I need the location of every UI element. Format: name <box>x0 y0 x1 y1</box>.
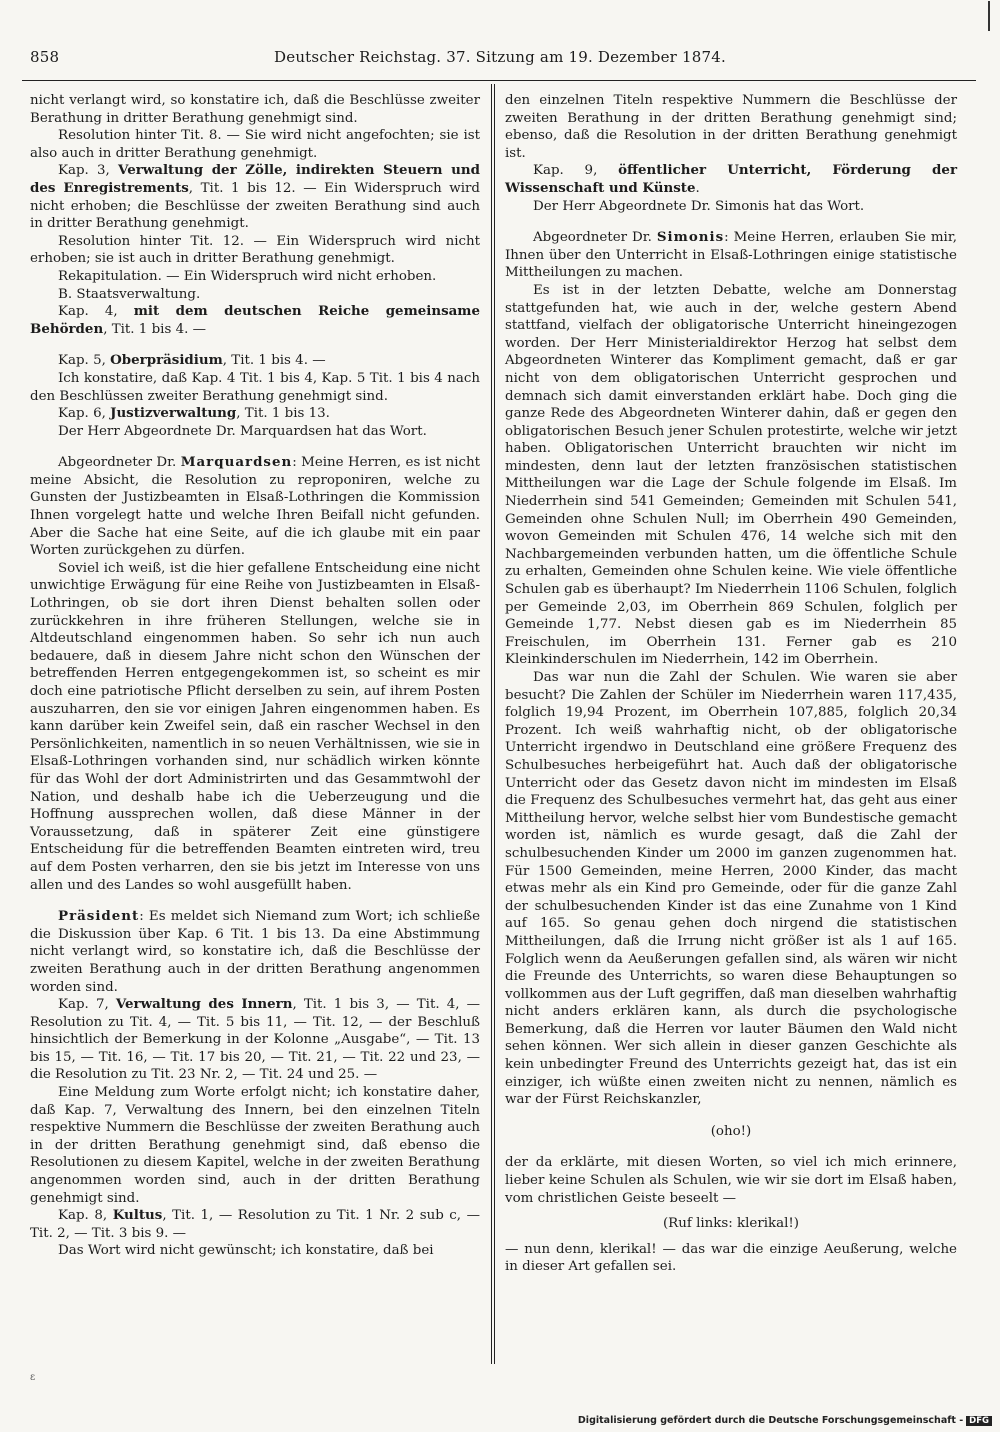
interjection: (oho!) <box>710 1123 752 1139</box>
chapter-heading: öffentlicher Unterricht, Förderung der Wissenschaft und Künste <box>505 162 957 196</box>
paragraph: Der Herr Abgeordnete Dr. Marquardsen hat das Wort. <box>58 423 427 439</box>
paragraph: Kap. 4, mit dem deutschen Reiche gemeinsame Behörden, Tit. 1 bis 4. — <box>30 303 480 337</box>
chapter-heading: Kultus <box>112 1207 163 1224</box>
paragraph: Ich konstatire, daß Kap. 4 Tit. 1 bis 4, Kap. 5 Tit. 1 bis 4 nach den Beschlüssen zweiter Berathung genehmigt sind. <box>30 370 480 404</box>
speaker-name: Präsident <box>58 908 140 925</box>
speaker-name: Marquardsen <box>180 454 293 471</box>
paragraph: Eine Meldung zum Worte erfolgt nicht; ich konstatire daher, daß Kap. 7, Verwaltung des Innern, bei den einzelnen Titeln respektive Nummern die Beschlüsse der zweiten Berathung auch in der dritten Berathung genehmigt sind, daß ebenso die Resolutionen zu diesem Kapitel, welche in der zweiten Berathung angenommen worden sind, auch in der dritten Berathung genehmigt sind. <box>30 1085 480 1206</box>
interjection: (Ruf links: klerikal!) <box>662 1216 800 1232</box>
page-edge <box>988 1 1000 31</box>
page-number: 858 <box>30 48 60 66</box>
speaker-name: Simonis <box>656 229 725 246</box>
paragraph: Kap. 8, Kultus, Tit. 1, — Resolution zu Tit. 1 Nr. 2 sub c, — Tit. 2, — Tit. 3 bis 9. — <box>30 1207 480 1241</box>
paragraph: der da erklärte, mit diesen Worten, so viel ich mich erinnere, lieber keine Schulen als Schulen, wie wir sie dort im Elsaß haben, vom christlichen Geiste beseelt — <box>505 1155 957 1206</box>
paragraph: B. Staatsverwaltung. <box>58 286 201 302</box>
paragraph: Der Herr Abgeordnete Dr. Simonis hat das Wort. <box>533 198 865 214</box>
column-divider <box>494 84 495 1364</box>
chapter-heading: Oberpräsidium <box>110 352 223 369</box>
left-column <box>30 92 480 1260</box>
paragraph: nicht verlangt wird, so konstatire ich, daß die Beschlüsse zweiter Berathung in dritter Berathung genehmigt sind. <box>30 93 480 126</box>
paragraph: Es ist in der letzten Debatte, welche am Donnerstag stattgefunden hat, wie auch in der, welche gestern Abend stattfand, vielfach der obligatorische Unterricht hineingezogen worden. Der Herr Ministerialdirektor Herzog hat selbst dem Abgeordneten Winterer das Kompliment gemacht, daß er gar nicht von dem obligatorischen Unterricht gesprochen und demnach sich damit einverstanden erklärt habe. Doch ging die ganze Rede des Abgeordneten Winterer dahin, daß er gegen den obligatorischen Besuch jener Schulen protestirte, welche wir jetzt haben. Obligatorischen Unterricht brauchten wir nicht im mindesten, denn laut der letzten französischen statistischen Mittheilungen war die Lage der Schule folgende im Elsaß. Im Niederrhein sind 541 Gemeinden; Gemeinden mit Schulen 541, Gemeinden ohne Schulen Null; im Oberrhein 490 Gemeinden, wovon Gemeinden mit Schulen 476, 14 welche sich mit den Nachbargemeinden verbunden hatten, um die öffentliche Schule zu erhalten, Gemeinden ohne Schulen keine. Wie viele öffentliche Schulen gab es überhaupt? Im Niederrhein 1106 Schulen, folglich per Gemeinde 2,03, im Oberrhein 869 Schulen, folglich per Gemeinde 1,77. Nebst diesen gab es im Niederrhein 85 Freischulen, im Oberrhein 131. Ferner gab es 210 Kleinkinderschulen im Niederrhein, 142 im Oberrhein. <box>505 282 957 668</box>
paragraph: Kap. 9, öffentlicher Unterricht, Förderung der Wissenschaft und Künste. <box>505 162 957 196</box>
running-head: Deutscher Reichstag. 37. Sitzung am 19. Dezember 1874. <box>274 48 726 66</box>
speech-paragraph: Abgeordneter Dr. Marquardsen: Meine Herren, es ist nicht meine Absicht, die Resolution zu reproponiren, welche zu Gunsten der Justizbeamten in Elsaß-Lothringen die Kommission Ihnen vorgelegt hatte und welche Ihren Beifall nicht gefunden. Aber die Sache hat eine Seite, auf die ich glaube mit ein paar Worten zurückgehen zu dürfen. <box>30 454 480 559</box>
paragraph: Das war nun die Zahl der Schulen. Wie waren sie aber besucht? Die Zahlen der Schüler im Niederrhein waren 117,435, folglich 19,94 Prozent, im Oberrhein 107,885, folglich 20,34 Prozent. Ich weiß wahrhaftig nicht, ob der obligatorische Unterricht irgendwo in Deutschland eine größere Frequenz des Schulbesuches herbeigeführt hat. Auch daß der obligatorische Unterricht oder das Gesetz davon nicht im mindesten im Elsaß die Frequenz des Schulbesuches vermehrt hat, das geht aus einer Mittheilung hervor, welche selbst hier vom Bundestische gemacht worden ist, nämlich es wurde gesagt, daß die Zahl der schulbesuchenden Kinder um 2000 im ganzen zugenommen hat. Für 1500 Gemeinden, meine Herren, 2000 Kinder, das macht etwas mehr als ein Kind pro Gemeinde, oder für die ganze Zahl der schulbesuchenden Kinder ist das eine Zunahme von 1 Kind auf 165. So genau gehen doch nirgend die statistischen Mittheilungen, daß die Irrung nicht größer ist als 1 auf 165. Folglich wenn da Aeußerungen gefallen sind, als wären wir nicht die Freunde des Unterrichts, so waren diese Behauptungen so vollkommen aus der Luft gegriffen, daß man dieselben wahrhaftig nicht anders erklären kann, als durch die psychologische Bemerkung, daß die Herren vor lauter Bäumen den Wald nicht sehen können. Wer sich allein in dieser ganzen Geschichte als kein unbedingter Freund des Unterrichts gezeigt hat, das ist ein einziger, ich wüßte einen zweiten nicht zu nennen, nämlich es war der Fürst Reichskanzler, <box>505 670 957 1108</box>
digitization-credit: Digitalisierung gefördert durch die Deutsche Forschungsgemeinschaft - DFG <box>578 1415 992 1426</box>
scan-mark: ε <box>30 1372 36 1383</box>
paragraph: Resolution hinter Tit. 8. — Sie wird nicht angefochten; sie ist also auch in dritter Berathung genehmigt. <box>30 128 480 161</box>
paragraph: Kap. 7, Verwaltung des Innern, Tit. 1 bis 3, — Tit. 4, — Resolution zu Tit. 4, — Tit. 5 bis 11, — Tit. 12, — der Beschluß hinsichtlich der Bemerkung in der Kolonne „Ausgabe“, — Tit. 13 bis 15, — Tit. 16, — Tit. 17 bis 20, — Tit. 21, — Tit. 22 und 23, — die Resolution zu Tit. 23 Nr. 2, — Tit. 24 und 25. — <box>30 996 480 1083</box>
paragraph: — nun denn, klerikal! — das war die einzige Aeußerung, welche in dieser Art gefallen sei. <box>505 1241 957 1275</box>
paragraph: Soviel ich weiß, ist die hier gefallene Entscheidung eine nicht unwichtige Erwägung für eine Reihe von Justizbeamten in Elsaß-Lothringen, ob sie dort ihren Dienst behalten sollen oder zurückkehren in ihre früheren Stellungen, welche sie in Altdeutschland eingenommen haben. So sehr ich nun auch bedauere, daß in diesem Jahre nicht schon den Wünschen der betreffenden Herren entgegengekommen ist, so scheint es mir doch eine patriotische Pflicht derselben zu sein, auf ihrem Posten auszuharren, den sie vor einigen Jahren eingenommen haben. Es kann darüber kein Zweifel sein, daß ein rascher Wechsel in den Persönlichkeiten, namentlich in so neuen Verhältnissen, wie sie in Elsaß-Lothringen vorhanden sind, nur schädlich wirken könnte für das Wohl der dort Administrirten und das Gesammtwohl der Nation, und deshalb habe ich die Ueberzeugung und die Hoffnung aussprechen wollen, daß diese Männer in der Voraussetzung, daß in späterer Zeit eine günstigere Entscheidung für die betreffenden Beamten eintreten wird, treu auf dem Posten verharren, den sie bis jetzt im Interesse von uns allen und des Landes so wohl ausgefüllt haben. <box>30 560 480 893</box>
speech-paragraph: Präsident: Es meldet sich Niemand zum Wort; ich schließe die Diskussion über Kap. 6 Tit. 1 bis 13. Da eine Abstimmung nicht verlangt wird, so konstatire ich, daß die Beschlüsse der zweiten Berathung auch in der dritten Berathung angenommen worden sind. <box>30 908 480 995</box>
chapter-heading: mit dem deutschen Reiche gemeinsame Behörden <box>30 303 480 337</box>
paragraph: Kap. 5, Oberpräsidium, Tit. 1 bis 4. — <box>58 352 326 369</box>
paragraph: Rekapitulation. — Ein Widerspruch wird nicht erhoben. <box>58 268 437 284</box>
header-rule <box>22 80 976 81</box>
chapter-heading: Verwaltung der Zölle, indirekten Steuern und des Enregistrements <box>30 162 480 196</box>
speech-paragraph: Abgeordneter Dr. Simonis: Meine Herren, erlauben Sie mir, Ihnen über den Unterricht in Elsaß-Lothringen einige statistische Mittheilungen zu machen. <box>505 229 958 281</box>
chapter-heading: Verwaltung des Innern <box>115 996 293 1013</box>
chapter-heading: Justizverwaltung <box>110 405 237 422</box>
paragraph: den einzelnen Titeln respektive Nummern die Beschlüsse der zweiten Berathung in der dritten Berathung genehmigt sind; ebenso, daß die Resolution in der dritten Berathung genehmigt ist. <box>505 93 957 161</box>
column-divider <box>491 84 492 1364</box>
paragraph: Resolution hinter Tit. 12. — Ein Widerspruch wird nicht erhoben; sie ist auch in dritter Berathung genehmigt. <box>30 233 480 267</box>
paragraph: Kap. 6, Justizverwaltung, Tit. 1 bis 13. <box>58 405 330 422</box>
paragraph: Das Wort wird nicht gewünscht; ich konstatire, daß bei <box>58 1243 434 1259</box>
page-header <box>30 48 970 74</box>
dfg-logo: DFG <box>966 1416 992 1426</box>
paragraph: Kap. 3, Verwaltung der Zölle, indirekten Steuern und des Enregistrements, Tit. 1 bis 12. — Ein Widerspruch wird nicht erhoben; die Beschlüsse der zweiten Berathung sind auch in dritter Berathung genehmigt. <box>30 162 480 232</box>
right-column <box>505 92 957 1276</box>
